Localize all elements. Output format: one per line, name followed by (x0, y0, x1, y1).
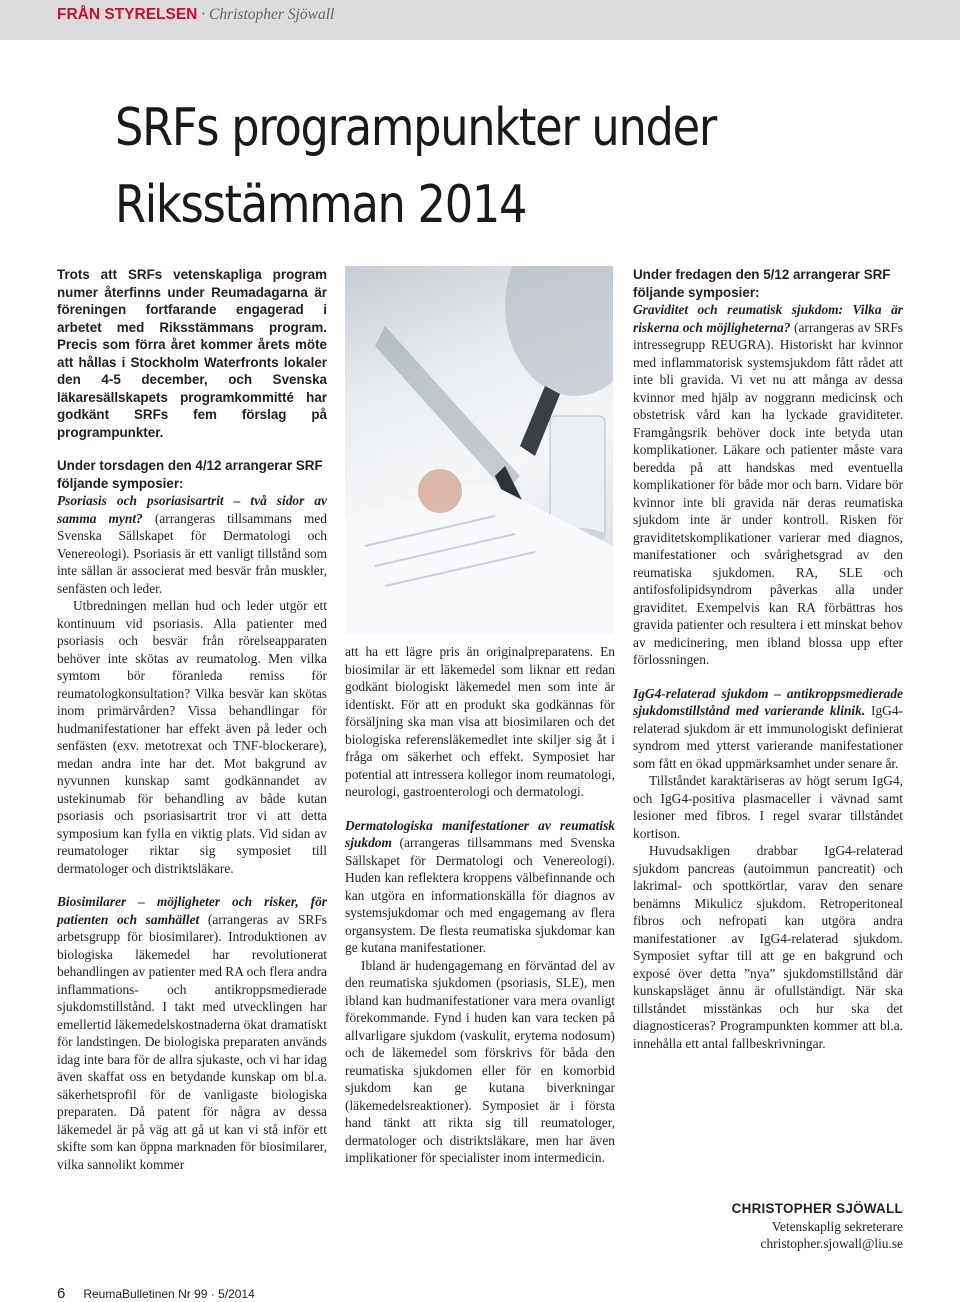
symposium-5-paragraph-2: Tillståndet karaktäriseras av högt serum IgG4, och IgG4-positiva plasmaceller i vävnad samt lesioner med fibros. I regel svarar tillståndet kortison. (633, 773, 903, 841)
kicker-author: Christopher Sjöwall (209, 6, 335, 23)
photo-illustration (345, 266, 613, 634)
section-label: FRÅN STYRELSEN (57, 6, 198, 23)
symposium-2-continued: att ha ett lägre pris än originalpreparatens. En biosimilar är ett läkemedel som liknar ett redan godkänt biologiskt läkemedel men som inte är identiskt. För att en produkt ska godkännas för försäljning ska man visa att biosimilaren och det biologiska referensläkemedlet inte skiljer sig åt i fråga om säkerhet och effekt. Symposiet har potential att intressera kollegor inom reumatologi, neurologi, gastroenterologi och dermatologi. (345, 644, 615, 799)
column-1 (57, 266, 327, 1173)
symposium-2-paragraph (57, 893, 327, 1173)
symposium-5-paragraph (633, 685, 903, 773)
lead-paragraph: Trots att SRFs vetenskapliga program numer återfinns under Reumadagarna är föreningen fortfarande engagerad i arbetet med Riksstämmans program. Precis som förra året kommer årets möte att hållas i Stockholm Waterfronts lokaler den 4-5 december, och Svenska läkaresällskapets programkommitté har godkänt SRFs fem förslag på programpunkter. (57, 267, 327, 440)
symposium-1-paragraph-2: Utbredningen mellan hud och leder utgör ett kontinuum vid psoriasis. Alla patienter med psoriasis och besvär från rörelseapparaten behöver inte skötas av reumatolog. Men vilka symtom bör föranleda remiss för reumatologkonsultation? Vilka besvär kan skötas inom primärvården? Vissa behandlingar för hudmanifestationer har effekt även på leder och senfästen (exv. metotrexat och TNF-blockerare), medan andra inte har det. Mot bakgrund av nyvunnen kunskap samt godkännandet av ustekinumab för behandling av både kutan psoriasis och psoriasisartrit tror vi att detta symposium kan fylla en viktig plats. Vid sidan av reumatologer riktar sig symposiet till dermatologer och distriktsläkare. (57, 598, 327, 876)
signature-email: christopher.sjowall@liu.se (760, 1236, 903, 1251)
symposium-2-title: Biosimilarer – möjligheter och risker, för patienten och samhället (57, 894, 327, 927)
article-photo (345, 266, 613, 634)
symposium-1-paragraph (57, 492, 327, 597)
kicker-separator: · (197, 6, 209, 23)
signature-role: Vetenskaplig sekreterare (771, 1218, 903, 1234)
symposium-4-text: (arrangeras av SRFs intressegrupp REUGRA). Historiskt har kvinnor med inflammatorisk systemsjukdom fått rådet att inte bli gravida. Vi vet nu att många av dessa kvinnor med hjälp av noggrann medicinsk och obstetrisk vård kan ha lyckade graviditeter. Framgångsrik behöver dock inte betyda utan komplikationer. Läkare och patienter måste vara beredda på att handskas med eventuella komplikationer för både mor och barn. Vidare bör kvinnor inte bli gravida när deras reumatiska sjukdom inte är under kontroll. Risken för graviditetskomplikationer varierar med diagnos, manifestationer och svårighetsgrad av den reumatiska sjukdomen. RA, SLE och antifosfolipidsyndrom påverkas alla under graviditet. Exempelvis kan RA förbättras hos gravida patienter och resultera i ett minskat behov av medicinering, men ibland blossa upp efter förlossningen. (633, 319, 903, 667)
friday-heading: Under fredagen den 5/12 arrangerar SRF följande symposier: (633, 267, 891, 300)
symposium-4-title: Graviditet och reumatisk sjukdom: Vilka är riskerna och möjligheterna? (633, 302, 903, 335)
symposium-3-text: (arrangeras tillsammans med Svenska Sällskapet för Dermatologi och Venereologi). Huden kan reflektera kroppens välbefinnande och kan utgöra en informationskälla för diagnos av systemsjukdomar och med engagemang av flera organsystem. De flesta reumatiska sjukdomar kan ge kutana manifestationer. (345, 835, 615, 955)
symposium-3-paragraph (345, 817, 615, 957)
page-footer (57, 1285, 255, 1302)
column-3 (633, 266, 903, 1052)
symposium-3-paragraph-2: Ibland är hudengagemang en förväntad del av den reumatiska sjukdomen (psoriasis, SLE), men ibland kan hudmanifestationer vara mera ovanligt förekommande. Fynd i huden kan vara tecken på allvarligare sjukdom (vaskulit, erytema nodosum) och de läkemedel som förskrivs för båda den reumatiska sjukdomen eller för en komorbid sjukdom kan ge kutana biverkningar (läkemedelsreaktioner). Symposiet är i första hand tänkt att rikta sig till reumatologer, dermatologer och distriktsläkare, men har även implikationer för specialister inom intermedicin. (345, 957, 615, 1165)
symposium-1-title: Psoriasis och psoriasisartrit – två sidor av samma mynt? (57, 493, 327, 526)
symposium-2-text: (arrangeras av SRFs arbetsgrupp för biosimilarer). Introduktionen av biologiska läkemedel har revolutionerat behandlingen av patienter med RA och flera andra inflammations- och antikroppsmedierade sjukdomstillstånd. I takt med utvecklingen har emellertid läkemedelskostnaderna ökat dramatiskt för landstingen. De biologiska preparaten används idag inte bara för de allra sjukaste, och vi har idag även skaffat oss en betydande kunskap om bl.a. säkerhetsprofil för de vanligaste biologiska preparaten. Då patent för några av dessa läkemedel är på väg att gå ut kan vi stå inför ett skifte som kan öppna marknaden för biosimilarer, vilka sannolikt kommer (57, 911, 327, 1172)
section-kicker (57, 6, 334, 24)
article-title: SRFs programpunkter under Riksstämman 2014 (115, 98, 716, 235)
publication-info: ReumaBulletinen Nr 99 · 5/2014 (83, 1287, 255, 1301)
symposium-5-paragraph-3: Huvudsakligen drabbar IgG4-relaterad sjukdom pancreas (autoimmun pancreatit) och lakrimal- och spottkörtlar, varav den senare benämns Mikulicz sjukdom. Retroperitoneal fibros och nefropati kan utgöra andra manifestationer av IgG4-relaterad sjukdom. Symposiet syftar till att ge en bakgrund och exposé över detta ”nya” sjukdomstillstånd där kunskapsläget ännu är ofullständigt. När ska tillståndet misstänkas och hur ska det diagnosticeras? Programpunkten kommer att bl.a. innehålla ett antal fallbeskrivningar. (633, 843, 903, 1051)
symposium-1-text: (arrangeras tillsammans med Svenska Sällskapet för Dermatologi och Venereologi). Psoriasis är ett vanligt tillstånd som inte sällan är associerat med besvär från muskler, senfästen och leder. (57, 510, 327, 596)
symposium-5-text: IgG4-relaterad sjukdom är ett immunologiskt definierat syndrom med ytterst varierande manifestationer som fått en ökad uppmärksamhet under senare år. (633, 703, 903, 771)
thursday-heading: Under torsdagen den 4/12 arrangerar SRF följande symposier: (57, 458, 323, 491)
column-2 (345, 643, 615, 1167)
symposium-4-paragraph (633, 301, 903, 669)
symposium-5-title: IgG4-relaterad sjukdom – antikroppsmedierade sjukdomstillstånd med varierande klinik. (633, 685, 903, 718)
page-number: 6 (57, 1285, 66, 1302)
signature-block (633, 1200, 903, 1253)
signature-name: CHRISTOPHER SJÖWALL (731, 1201, 903, 1216)
symposium-3-title: Dermatologiska manifestationer av reumatisk sjukdom (345, 817, 615, 850)
